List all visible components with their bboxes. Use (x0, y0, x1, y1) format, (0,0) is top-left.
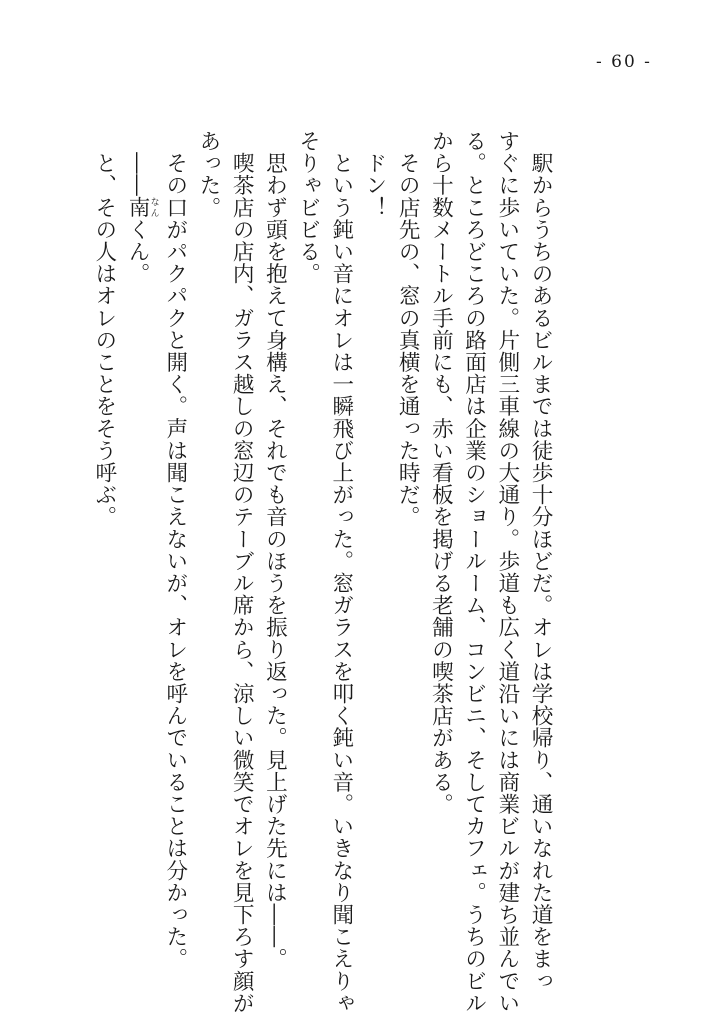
text-line: その店先の、窓の真横を通った時だ。 (395, 130, 421, 528)
ruby-prefix: ―― (125, 130, 151, 197)
text-line: すぐに歩いていた。片側三車線の大通り。歩道も広く道沿いには商業ビルが建ち並んでい (494, 130, 520, 1014)
text-line: そりゃビビる。 (295, 130, 321, 285)
text-line: その口がパクパクと開く。声は聞こえないが、オレを呼んでいることは分かった。 (162, 130, 188, 970)
body-text (88, 130, 557, 1014)
text-line: 思わず頭を抱えて身構え、それでも音のほうを振り返った。見上げた先には――。 (262, 130, 288, 970)
text-line: あった。 (195, 130, 221, 219)
ruby-reading: なん (148, 196, 159, 219)
text-line: という鈍い音にオレは一瞬飛び上がった。窓ガラスを叩く鈍い音。いきなり聞こえりゃ (328, 130, 354, 1014)
text-line: 駅からうちのあるビルまでは徒歩十分ほどだ。オレは学校帰り、通いなれた道をまっ (528, 130, 553, 992)
text-line: る。ところどころの路面店は企業のショールーム、コンビニ、そしてカフェ。うちのビル (461, 130, 487, 1014)
page-number: - 60 - (596, 52, 652, 72)
ruby-base: 南 (125, 196, 151, 219)
text-line: から十数メートル手前にも、赤い看板を掲げる老舗の喫茶店がある。 (428, 130, 454, 816)
ruby-suffix: くん。 (125, 218, 151, 285)
text-line-ruby (121, 130, 159, 950)
text-line: ドン！ (361, 130, 387, 219)
text-line: と、その人はオレのことをそう呼ぶ。 (91, 130, 117, 528)
ruby-word (125, 196, 159, 219)
text-line: 喫茶店の店内、ガラス越しの窓辺のテーブル席から、涼しい微笑でオレを見下ろす顔が (229, 130, 255, 1014)
